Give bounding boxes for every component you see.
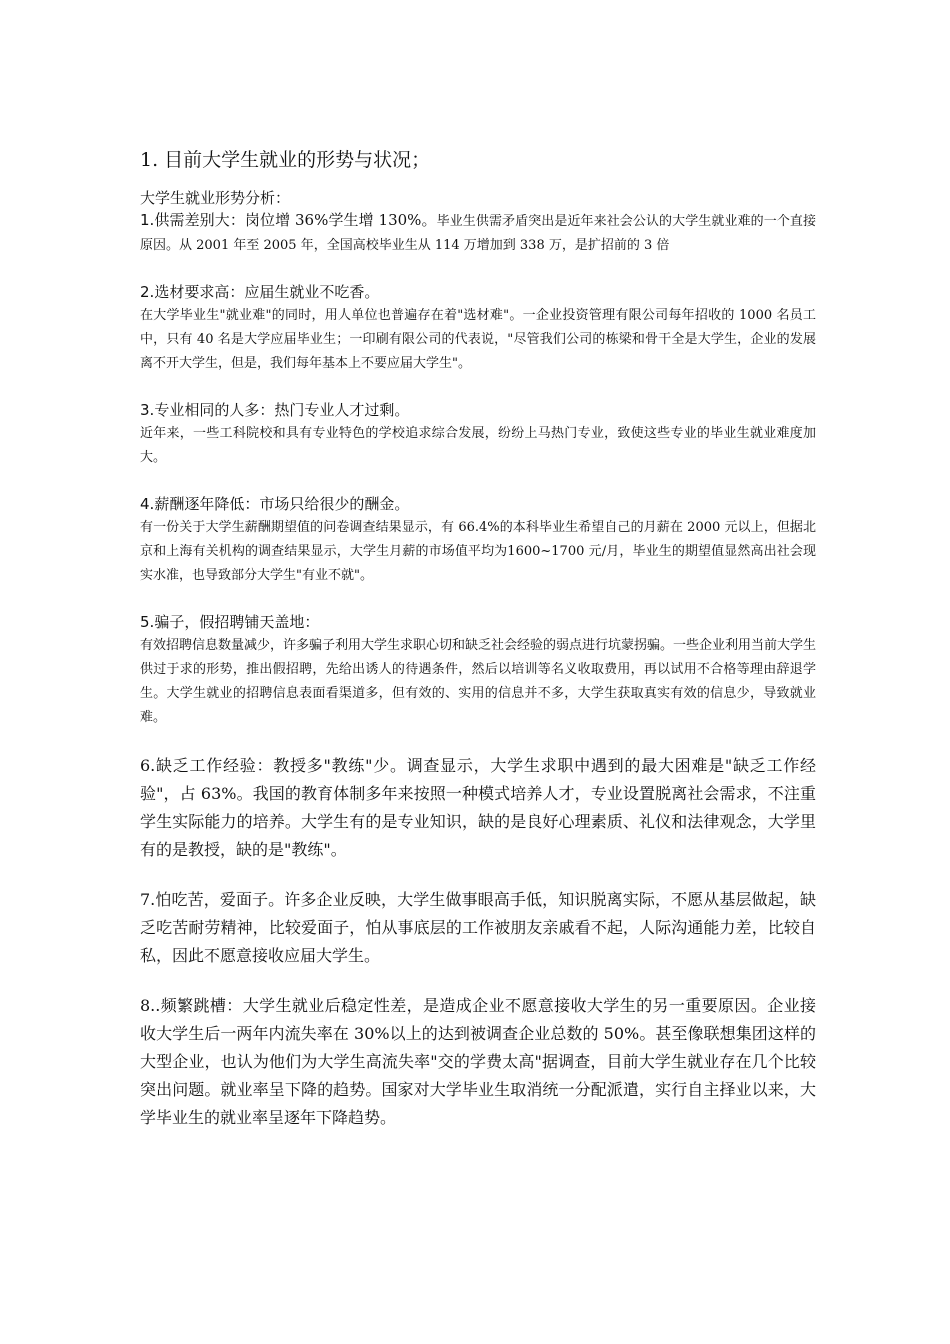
section-4-heading-line: [140, 492, 816, 516]
section-4: [140, 492, 816, 588]
section-5-number: 5.: [140, 613, 155, 631]
section-4-number: 4.: [140, 495, 155, 513]
section-5-body: 有效招聘信息数量减少，许多骗子利用大学生求职心切和缺乏社会经验的弱点进行坑蒙拐骗。一些企业利用当前大学生供过于求的形势，推出假招聘，先给出诱人的待遇条件，然后以培训等名义收取费用，再以试用不合格等理由辞退学生。大学生就业的招聘信息表面看渠道多，但有效的、实用的信息并不多，大学生获取真实有效的信息少，导致就业难。: [140, 638, 817, 725]
section-3-heading-line: [140, 398, 816, 422]
section-3-body: 近年来，一些工科院校和具有专业特色的学校追求综合发展，纷纷上马热门专业，致使这些专业的毕业生就业难度加大。: [140, 426, 816, 465]
section-2-heading: 选材要求高：应届生就业不吃香。: [154, 283, 380, 301]
section-4-heading: 薪酬逐年降低：市场只给很少的酬金。: [154, 495, 410, 513]
section-3: [140, 398, 816, 470]
document-content: [140, 146, 816, 1154]
section-1-number: 1.: [140, 211, 155, 229]
section-6-paragraph: 6.缺乏工作经验：教授多"教练"少。调查显示，大学生求职中遇到的最大困难是"缺乏工作经验"，占 63%。我国的教育体制多年来按照一种模式培养人才，专业设置脱离社会需求，不注重学生实际能力的培养。大学生有的是专业知识，缺的是良好心理素质、礼仪和法律观念，大学里有的是教授，缺的是"教练"。: [140, 756, 816, 859]
section-2-number: 2.: [140, 283, 155, 301]
section-7: [140, 886, 816, 970]
section-7-paragraph: 7.怕吃苦，爱面子。许多企业反映，大学生做事眼高手低，知识脱离实际，不愿从基层做起，缺乏吃苦耐劳精神，比较爱面子，怕从事底层的工作被朋友亲戚看不起，人际沟通能力差，比较自私，因此不愿意接收应届大学生。: [140, 890, 816, 965]
section-1-heading: 供需差别大：岗位增 36%学生增 130%。: [154, 211, 437, 229]
section-6: [140, 752, 816, 864]
section-2: [140, 280, 816, 376]
section-2-body: 在大学毕业生"就业难"的同时，用人单位也普遍存在着"选材难"。一企业投资管理有限公司每年招收的 1000 名员工中，只有 40 名是大学应届毕业生；一印刷有限公司的代表说，"尽管我们公司的栋梁和骨干全是大学生，企业的发展离不开大学生，但是，我们每年基本上不要应届大学生"。: [140, 308, 816, 371]
page-title: 1. 目前大学生就业的形势与状况；: [140, 149, 431, 171]
section-8-paragraph: 8..频繁跳槽：大学生就业后稳定性差，是造成企业不愿意接收大学生的另一重要原因。企业接收大学生后一两年内流失率在 30%以上的达到被调查企业总数的 50%。甚至像联想集团这样的大型企业，也认为他们为大学生高流失率"交的学费太高"据调查，目前大学生就业存在几个比较突出问题。就业率呈下降的趋势。国家对大学毕业生取消统一分配派遣，实行自主择业以来，大学毕业生的就业率呈逐年下降趋势。: [140, 996, 816, 1127]
section-5-heading: 骗子，假招聘铺天盖地：: [154, 613, 320, 631]
section-4-body: 有一份关于大学生薪酬期望值的问卷调查结果显示，有 66.4%的本科毕业生希望自己的月薪在 2000 元以上，但据北京和上海有关机构的调查结果显示，大学生月薪的市场值平均为1600~1700 元/月，毕业生的期望值显然高出社会现实水准，也导致部分大学生"有业不就"。: [140, 520, 816, 583]
section-1-body: 毕业生供需矛盾突出是近年来社会公认的大学生就业难的一个直接原因。从 2001 年至 2005 年，全国高校毕业生从 114 万增加到 338 万，是扩招前的 3 倍: [140, 214, 816, 253]
section-1-paragraph: [140, 208, 816, 258]
section-5: [140, 610, 816, 730]
section-1: [140, 208, 816, 258]
section-3-number: 3.: [140, 401, 155, 419]
section-3-heading: 专业相同的人多：热门专业人才过剩。: [154, 401, 410, 419]
section-2-heading-line: [140, 280, 816, 304]
section-8: [140, 992, 816, 1132]
section-5-heading-line: [140, 610, 816, 634]
subtitle: 大学生就业形势分析：: [140, 189, 291, 207]
